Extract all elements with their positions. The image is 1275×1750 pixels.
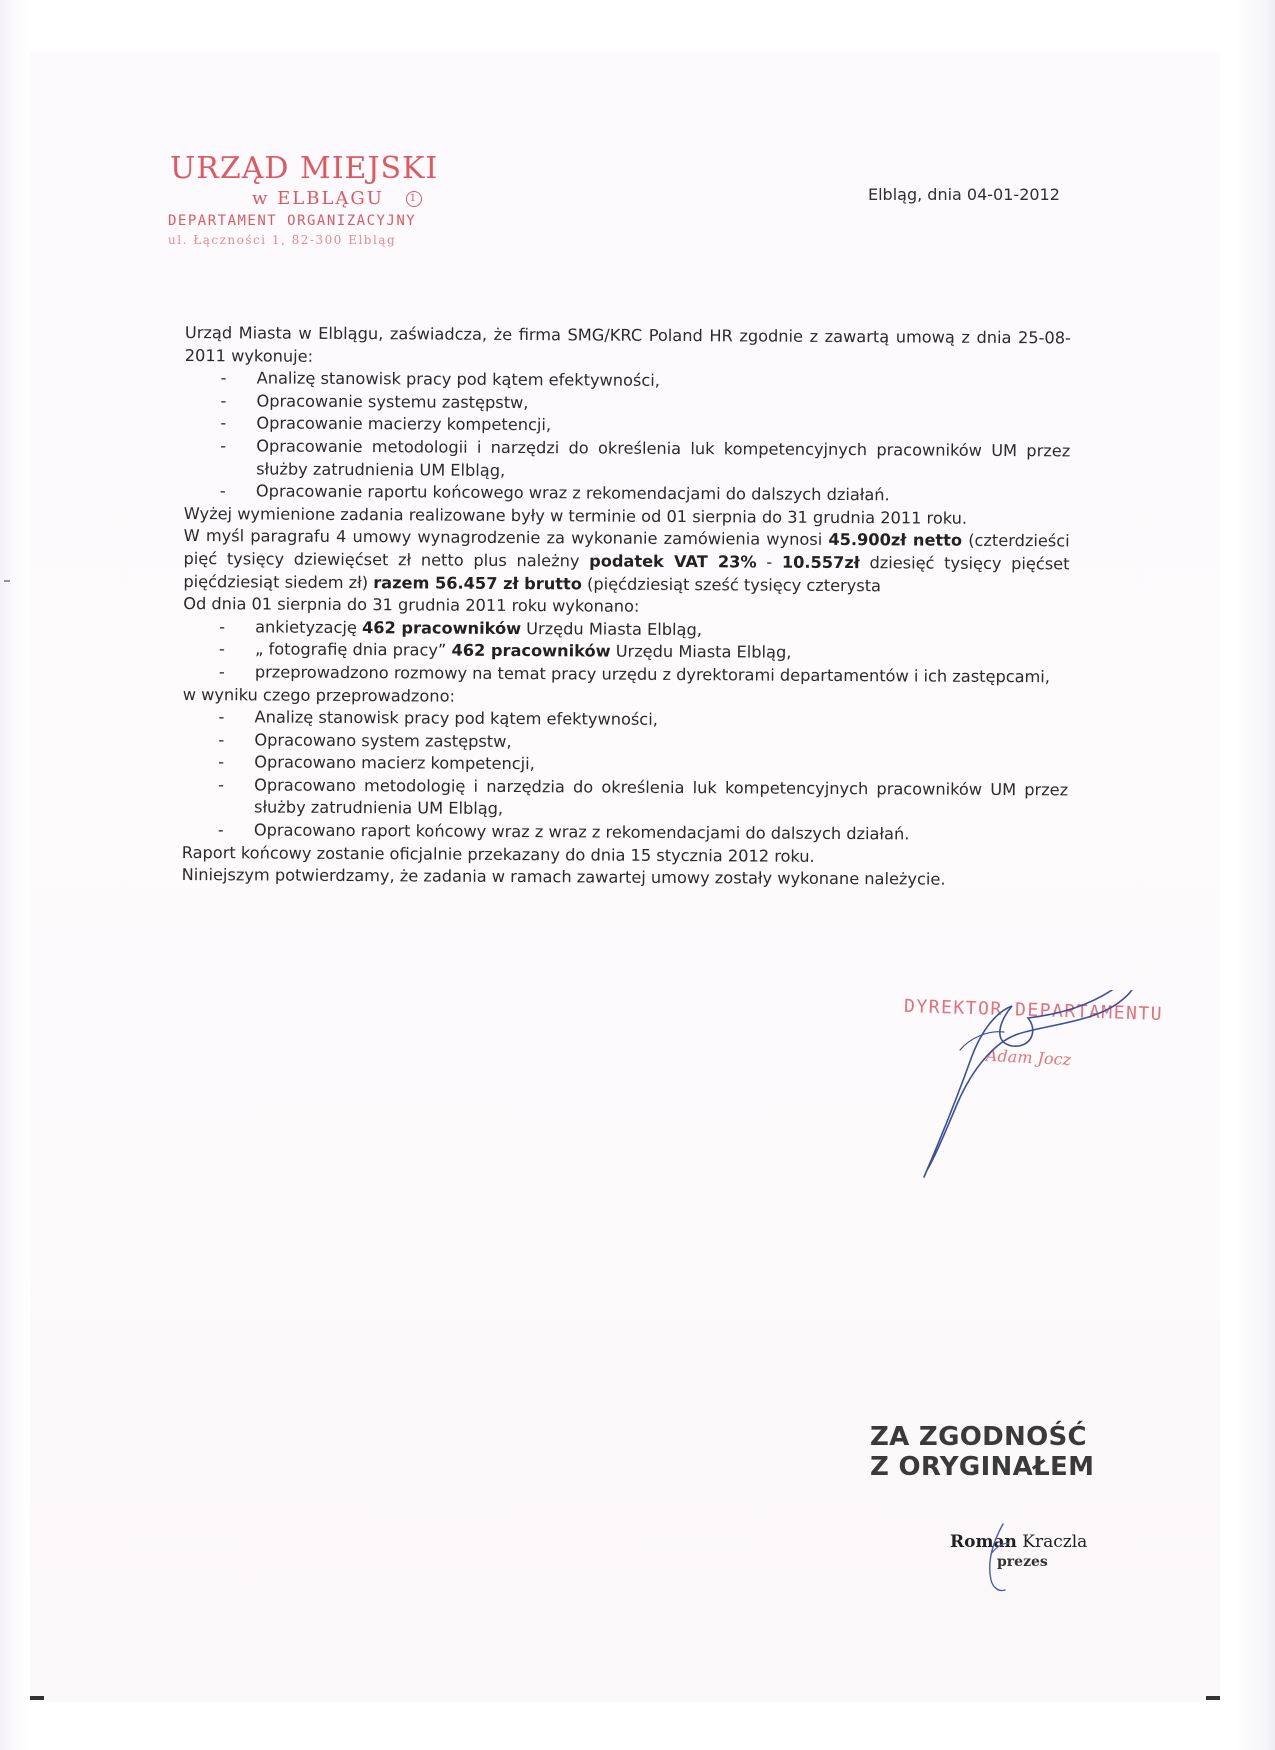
task-text: Opracowanie systemu zastępstw, (256, 391, 529, 412)
stamp-department: DEPARTAMENT ORGANIZACYJNY (168, 213, 417, 229)
done-text: „ fotografię dnia pracy” (254, 639, 452, 660)
result-text: Opracowano macierz kompetencji, (254, 752, 535, 774)
stamp-office-name: URZĄD MIEJSKI (170, 151, 439, 186)
list-item: - Analizę stanowisk pracy pod kątem efektywności, (220, 368, 661, 391)
task-text: Analizę stanowisk pracy pod kątem efektywności, (256, 368, 661, 391)
cert-person-role: prezes (997, 1554, 1048, 1570)
list-item: - Opracowanie raportu końcowego wraz z rekomendacjami do dalszych działań. (219, 481, 890, 505)
list-item: - ankietyzację 462 pracowników Urzędu Miasta Elbląg, (219, 616, 702, 639)
list-item: - Opracowano metodologię i narzędzia do określenia luk kompetencyjnych pracowników UM przez służby zatrudnienia UM Elbląg, (218, 775, 1069, 819)
list-item: - Opracowano macierz kompetencji, (218, 752, 535, 774)
scan-edge-mark (30, 1696, 44, 1700)
employee-count: 462 pracowników (361, 617, 522, 638)
list-item: - Opracowano raport końcowy wraz z wraz z rekomendacjami do dalszych działań. (217, 820, 910, 844)
document-date: Elbląg, dnia 04-01-2012 (868, 185, 1060, 204)
result-text: Opracowano system zastępstw, (254, 730, 512, 751)
payment-paragraph (183, 525, 1069, 598)
scan-edge-mark (1206, 1696, 1220, 1700)
done-list (183, 616, 1069, 689)
result-text: Analizę stanowisk pracy pod kątem efektywności, (254, 707, 658, 729)
payment-text: (pięćdziesiąt sześć tysięcy czterysta (581, 573, 882, 595)
office-header-stamp (168, 150, 448, 248)
done-text: ankietyzację (255, 617, 363, 637)
stamp-city-text: w ELBLĄGU (252, 188, 384, 209)
cert-first-name: Roman (950, 1532, 1017, 1552)
vat-amount: 10.557zł (781, 552, 860, 573)
list-item: - Opracowanie metodologii i narzędzi do określenia luk kompetencyjnych pracowników UM przez służby zatrudnienia UM Elbląg, (220, 436, 1071, 480)
payment-text: dziesięć tysięcy pięćset pięćdziesiąt siedem zł) (183, 553, 1070, 592)
cert-signature-icon (905, 1522, 1105, 1602)
list-item: - Opracowanie systemu zastępstw, (220, 390, 529, 412)
certification-stamp (870, 1422, 1110, 1570)
payment-text: (czterdzieści pięć tysięcy dziewięćset zł netto plus należny (183, 531, 1070, 571)
payment-text: - (756, 552, 782, 572)
director-stamp-block (900, 990, 1180, 1190)
task-text: Opracowanie macierzy kompetencji, (256, 413, 552, 435)
director-stamp-title: DYREKTOR DEPARTAMENTU (903, 995, 1164, 1026)
result-text: Opracowano metodologię i narzędzia do określenia luk kompetencyjnych pracowników UM przez służby zatrudnienia UM Elbląg, (253, 775, 1069, 819)
letter-body (182, 322, 1071, 892)
task-text: Opracowanie raportu końcowego wraz z rekomendacjami do dalszych działań. (255, 481, 890, 505)
period-paragraph: Wyżej wymienione zadania realizowane były w terminie od 01 sierpnia do 31 grudnia 2011 roku. (183, 503, 968, 528)
scan-edge-mark (4, 580, 10, 582)
list-item: - „ fotografię dnia pracy” 462 pracowników Urzędu Miasta Elbląg, (218, 639, 792, 663)
result-text: Opracowano raport końcowy wraz z wraz z rekomendacjami do dalszych działań. (253, 820, 910, 844)
stamp-address: ul. Łączności 1, 82-300 Elbląg (168, 233, 397, 247)
cert-line-2: Z ORYGINAŁEM (870, 1452, 1095, 1482)
cert-last-name: Kraczla (1022, 1532, 1088, 1552)
stamp-circle-mark: 1 (406, 191, 422, 207)
done-intro: Od dnia 01 sierpnia do 31 grudnia 2011 roku wykonano: (183, 594, 640, 616)
director-stamp-name: Adam Jocz (985, 1045, 1072, 1070)
list-item: - przeprowadzono rozmowy na temat pracy urzędu z dyrektorami departamentów i ich zastępcami, (218, 662, 1051, 687)
result-intro: w wyniku czego przeprowadzono: (182, 684, 456, 706)
stamp-city (168, 188, 448, 210)
task-text: Opracowanie metodologii i narzędzi do określenia luk kompetencyjnych pracowników UM przez służby zatrudnienia UM Elbląg, (256, 436, 1071, 480)
director-signature-icon (900, 990, 1180, 1190)
confirmation-paragraph: Niniejszym potwierdzamy, że zadania w ramach zawartej umowy zostały wykonane należycie. (181, 865, 946, 889)
list-item: - Opracowanie macierzy kompetencji, (220, 413, 552, 435)
gross-amount: razem 56.457 zł brutto (373, 572, 582, 593)
payment-text: W myśl paragrafu 4 umowy wynagrodzenie za wykonanie zamówienia wynosi (183, 526, 829, 550)
report-paragraph: Raport końcowy zostanie oficjalnie przekazany do dnia 15 stycznia 2012 roku. (181, 842, 815, 866)
vat-rate: podatek VAT 23% (589, 551, 757, 572)
net-amount: 45.900zł netto (828, 530, 963, 551)
employee-count: 462 pracowników (451, 640, 611, 661)
cert-signature-block (905, 1522, 1105, 1602)
results-list (182, 706, 1069, 847)
tasks-list (184, 367, 1071, 508)
list-item: - Opracowano system zastępstw, (218, 729, 512, 751)
done-text: Urzędu Miasta Elbląg, (521, 618, 702, 639)
list-item: - Analizę stanowisk pracy pod kątem efektywności, (218, 707, 658, 729)
cert-line-1: ZA ZGODNOŚĆ (870, 1422, 1087, 1452)
intro-paragraph: Urząd Miasta w Elblągu, zaświadcza, że firma SMG/KRC Poland HR zgodnie z zawartą umową z dnia 25-08-2011 wykonuje: (184, 322, 1071, 366)
done-text: Urzędu Miasta Elbląg, (610, 641, 792, 663)
done-text: przeprowadzono rozmowy na temat pracy urzędu z dyrektorami departamentów i ich zastępcami, (254, 662, 1051, 687)
